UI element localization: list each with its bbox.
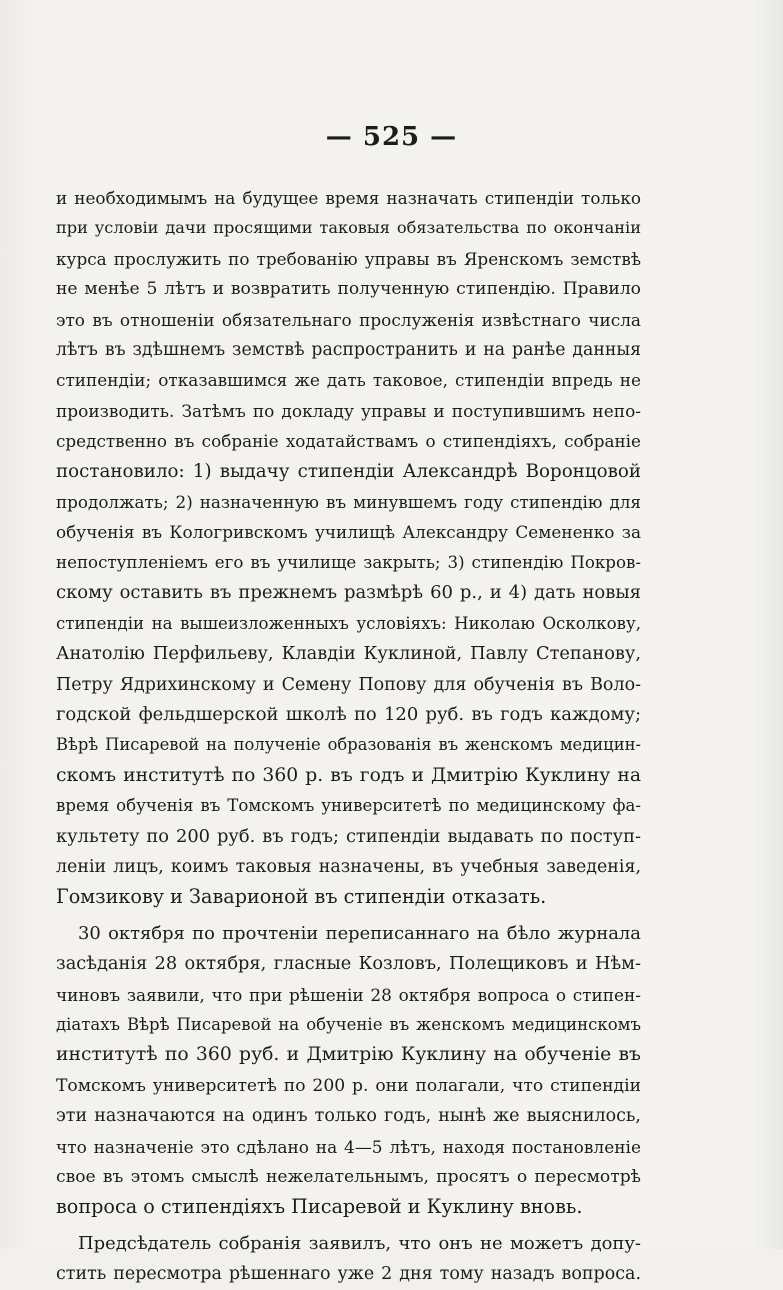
text-line: непоступленіемъ его въ училище закрыть; 3) стипендію Покров- [56, 552, 641, 572]
text-line: при условіи дачи просящими таковыя обязательства по окончаніи [56, 218, 641, 238]
text-line: діатахъ Вѣрѣ Писаревой на обученіе въ женскомъ медицинскомъ [56, 1014, 641, 1034]
text-line: что назначеніе это сдѣлано на 4—5 лѣтъ, находя постановленіе [56, 1136, 641, 1157]
text-line: леніи лицъ, коимъ таковыя назначены, въ учебныя заведенія, [56, 856, 641, 877]
paragraph [56, 919, 641, 1223]
text-line: стить пересмотра рѣшеннаго уже 2 дня тому назадъ вопроса. [56, 1264, 641, 1285]
text-line: Вѣрѣ Писаревой на полученіе образованія въ женскомъ медицин- [56, 735, 641, 755]
text-line: годской фельдшерской школѣ по 120 руб. въ годъ каждому; [56, 703, 641, 725]
paragraph [56, 183, 641, 913]
text-line: Томскомъ университетѣ по 200 р. они полагали, что стипендіи [56, 1075, 641, 1096]
text-line: 30 октября по прочтеніи переписаннаго на бѣло журнала [78, 922, 641, 944]
page-number: — 525 — [325, 122, 458, 152]
text-line: время обученія въ Томскомъ университетѣ по медицинскому фа- [56, 796, 641, 816]
text-line: культету по 200 руб. въ годъ; стипендіи выдавать по поступ- [56, 825, 641, 847]
text-line: средственно въ собраніе ходатайствамъ о стипендіяхъ, собраніе [56, 431, 641, 452]
text-line: и необходимымъ на будущее время назначать стипендіи только [56, 188, 641, 208]
text-line: Гомзикову и Заварионой въ стипендіи отказать. [56, 885, 547, 909]
text-line: продолжать; 2) назначенную въ минувшемъ году стипендію для [56, 492, 641, 513]
text-line: лѣтъ въ здѣшнемъ земствѣ распространить и на ранѣе данныя [56, 340, 641, 361]
text-line: институтѣ по 360 руб. и Дмитрію Куклину на обученіе въ [56, 1044, 641, 1066]
text-line: не менѣе 5 лѣтъ и возвратить полученную стипендію. Правило [56, 279, 641, 300]
text-line: курса прослужить по требованію управы въ Яренскомъ земствѣ [56, 248, 641, 269]
text-line: Предсѣдатель собранія заявилъ, что онъ не можетъ допу- [78, 1232, 641, 1254]
page-body [56, 183, 641, 1290]
text-line: постановило: 1) выдачу стипендіи Александрѣ Воронцовой [56, 460, 641, 482]
text-line: засѣданія 28 октября, гласные Козловъ, Полещиковъ и Нѣм- [56, 953, 641, 975]
text-line: производить. Затѣмъ по докладу управы и поступившимъ непо- [56, 400, 641, 421]
text-line: Анатолію Перфильеву, Клавдіи Куклиной, Павлу Степанову, [56, 643, 641, 665]
paragraph [56, 1229, 641, 1290]
text-line: скомъ институтѣ по 360 р. въ годъ и Дмитрію Куклину на [56, 764, 641, 786]
text-line: стипендіи на вышеизложенныхъ условіяхъ: Николаю Осколкову, [56, 613, 641, 633]
text-line: свое въ этомъ смыслѣ нежелательнымъ, просятъ о пересмотрѣ [56, 1167, 641, 1187]
text-line: это въ отношеніи обязательнаго прослуженія извѣстнаго числа [56, 309, 641, 330]
text-line: скому оставить въ прежнемъ размѣрѣ 60 р., и 4) дать новыя [56, 582, 641, 604]
text-line: Петру Ядрихинскому и Семену Попову для обученія въ Воло- [56, 674, 641, 695]
text-line: обученія въ Кологривскомъ училищѣ Александру Семененко за [56, 522, 641, 543]
text-line: чиновъ заявили, что при рѣшеніи 28 октября вопроса о стипен- [56, 984, 641, 1005]
text-line: эти назначаются на одинъ только годъ, нынѣ же выяснилось, [56, 1106, 641, 1127]
text-line: вопроса о стипендіяхъ Писаревой и Куклину вновь. [56, 1195, 583, 1219]
text-line: стипендіи; отказавшимся же дать таковое, стипендіи впредь не [56, 370, 641, 391]
